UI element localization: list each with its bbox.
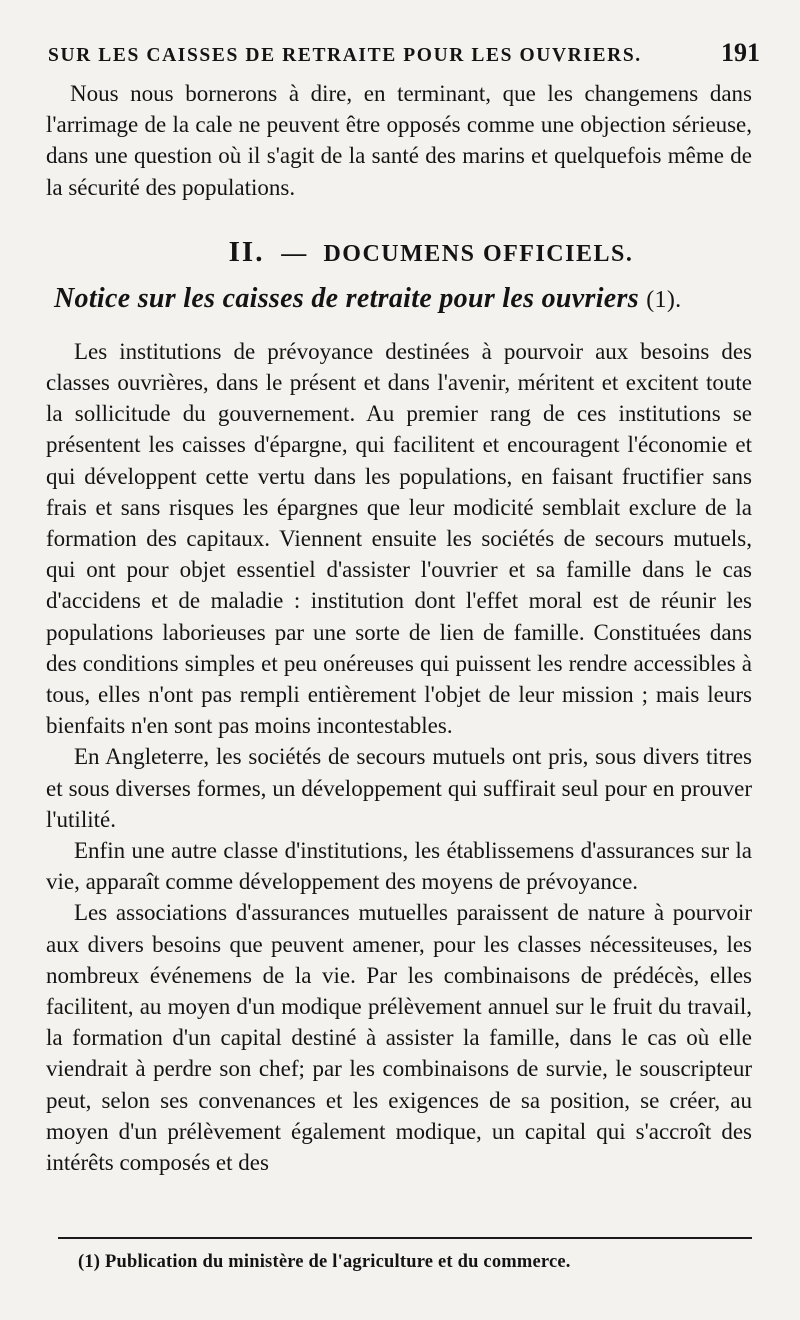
- paragraph: Les institutions de prévoyance destinées à pourvoir aux besoins des classes ouvrières, dans le présent et dans l'avenir, méritent et excitent toute la sollicitude du gouvernement. Au premier rang de ces institutions se présentent les caisses d'épargne, qui facilitent et encouragent l'économie et qui développent cette vertu dans les populations, en faisant fructifier sans frais et sans risques les épargnes que leur modicité semblait exclure de la formation des capitaux. Viennent ensuite les sociétés de secours mutuels, qui ont pour objet essentiel d'assister l'ouvrier et sa famille dans le cas d'accidens et de maladie : institution dont l'effet moral est de réunir les populations laborieuses par une sorte de lien de famille. Constituées dans des conditions simples et peu onéreuses qui puissent les rendre accessibles à tous, elles n'ont pas rempli entièrement l'objet de leur mission ; mais leurs bienfaits n'en sont pas moins incontestables.: [46, 338, 752, 739]
- section-title: DOCUMENS OFFICIELS.: [323, 240, 634, 267]
- page-header: [48, 38, 760, 68]
- section-dash: —: [281, 239, 307, 267]
- paragraph: En Angleterre, les sociétés de secours mutuels ont pris, sous divers titres et sous diverses formes, un développement qui suffirait seul pour en prouver l'utilité.: [46, 744, 752, 832]
- paragraph: Les associations d'assurances mutuelles paraissent de nature à pourvoir aux divers besoins que peuvent amener, pour les classes nécessiteuses, les nombreux événemens de la vie. Par les combinaisons de prédécès, elles facilitent, au moyen d'un modique prélèvement annuel sur le fruit du travail, la formation d'un capital destiné à assister la famille, dans le cas où elle viendrait à perdre son chef; par les combinaisons de survie, le souscripteur peut, selon ses convenances et les exigences de sa position, se créer, au moyen d'un prélèvement également modique, un capital qui s'accroît des intérêts composés et des: [46, 900, 752, 1176]
- footnote: (1) Publication du ministère de l'agriculture et du commerce.: [78, 1252, 571, 1272]
- paragraph: Nous nous bornerons à dire, en terminant, que les changemens dans l'arrimage de la cale ne peuvent être opposés comme une objection sérieuse, dans une question où il s'agit de la santé des marins et quelquefois même de la sécurité des populations.: [46, 81, 752, 200]
- page-body: [46, 78, 752, 1178]
- notice-title-text: Notice sur les caisses de retraite pour les ouvriers: [54, 282, 639, 314]
- page-number: 191: [721, 38, 760, 67]
- footnote-divider: [58, 1237, 752, 1239]
- notice-title: [54, 281, 752, 318]
- footnote-reference: (1).: [646, 286, 682, 313]
- section-number: II.: [228, 235, 265, 268]
- section-heading: [46, 229, 752, 275]
- paragraph: Enfin une autre classe d'institutions, les établissemens d'assurances sur la vie, apparaît comme développement des moyens de prévoyance.: [46, 838, 752, 895]
- running-title: SUR LES CAISSES DE RETRAITE POUR LES OUVRIERS.: [48, 45, 642, 66]
